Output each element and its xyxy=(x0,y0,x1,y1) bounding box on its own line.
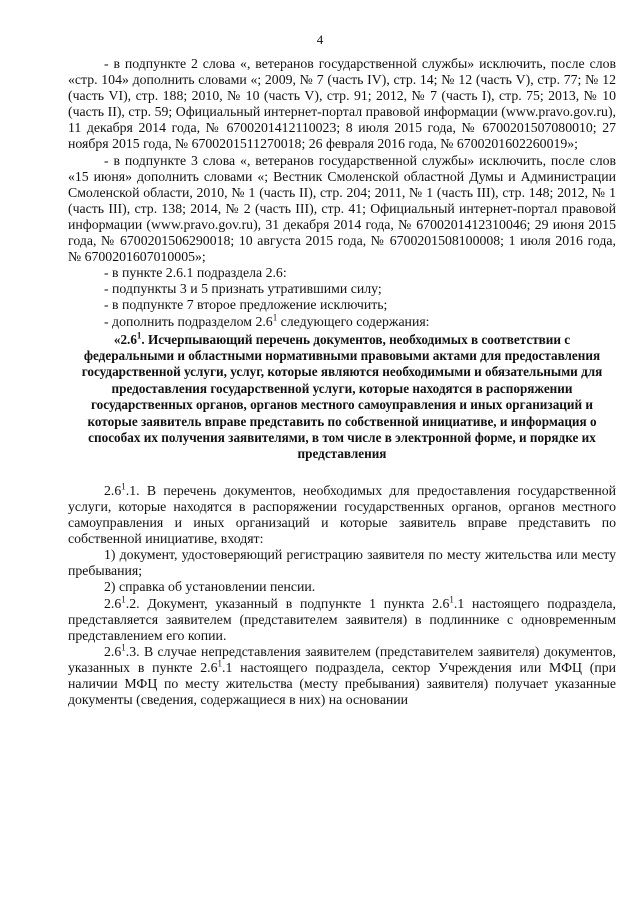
paragraph-subpoint-3: - в подпункте 3 слова «, ветеранов государственной службы» исключить, после слов «15 июня» дополнить словами «; Вестник Смоленской областной Думы и Администрации Смоленской области, 2010, № 1 (часть II), стр. 204; 2011, № 1 (часть III), стр. 148; 2012, № 1 (часть III), стр. 138; 2014, № 2 (часть III), стр. 41; Официальный интернет-портал правовой информации (www.pravo.gov.ru), 31 декабря 2014 года, № 6700201412310046; 29 июня 2015 года, № 6700201506290018; 10 августа 2015 года, № 6700201508100008; 1 июля 2016 года, № 6700201607010005»; xyxy=(68,152,616,265)
heading-text: . Исчерпывающий перечень документов, необходимых в соответствии с федеральными и областными нормативными правовыми актами для предоставления государственной услуги, услуг, которые являются необходимыми и обязательными для предоставления государственной услуги, которые находятся в распоряжении государственных органов, органов местного самоуправления и иных организаций и которые заявитель вправе представить по собственной инициативе, и информация о способах их получения заявителями, в том числе в электронной форме, и порядке их представления xyxy=(81,331,603,462)
clause-2 xyxy=(68,593,616,644)
text-fragment: .1. В перечень документов, необходимых для предоставления государственной услуги, которые находятся в распоряжении государственных органов, органов местного самоуправления и иных организаций и которые заявитель вправе представить по собственной инициативе, входят: xyxy=(68,482,616,547)
list-item-subpoint-7: - в подпункте 7 второе предложение исключить; xyxy=(104,297,388,313)
text-fragment: .3. В случае непредставления заявителем (представителем заявителя) документов, указанных в пункте 2.6 xyxy=(68,643,616,675)
section-heading xyxy=(68,332,616,463)
text-fragment: .1 настоящего подраздела, сектор Учреждения или МФЦ (при наличии МФЦ по месту жительства (месту пребывания) заявителя) получает указанные документы (сведения, содержащиеся в них) на основании xyxy=(68,659,616,708)
superscript: 1 xyxy=(449,593,454,604)
text-fragment: 2.6 xyxy=(104,482,122,498)
clause-1 xyxy=(68,483,616,547)
heading-number: «2.6 xyxy=(113,331,137,347)
superscript: 1 xyxy=(136,330,142,341)
text-fragment: .1 настоящего подраздела, представляется заявителем (представителем заявителя) в подлиннике с одновременным представлением его копии. xyxy=(68,595,616,643)
clause-1-item-2: 2) справка об установлении пенсии. xyxy=(104,579,316,595)
superscript: 1 xyxy=(121,642,126,653)
clause-3 xyxy=(68,644,616,708)
text-fragment: 2.6 xyxy=(104,643,122,659)
text-fragment: .2. Документ, указанный в подпункте 1 пункта 2.6 xyxy=(125,595,450,611)
text-fragment: следующего содержания: xyxy=(277,313,430,329)
superscript: 1 xyxy=(217,658,222,669)
document-body xyxy=(68,56,616,708)
list-item-point-2-6-1: - в пункте 2.6.1 подраздела 2.6: xyxy=(104,265,287,281)
page-number: 4 xyxy=(316,32,324,47)
text-fragment: - дополнить подразделом 2.6 xyxy=(104,313,273,329)
list-item-subpoints-3-5: - подпункты 3 и 5 признать утратившими силу; xyxy=(104,281,382,297)
superscript: 1 xyxy=(121,593,126,604)
superscript: 1 xyxy=(272,311,278,322)
text-fragment: 2.6 xyxy=(104,595,122,611)
clause-1-item-1: 1) документ, удостоверяющий регистрацию заявителя по месту жительства или месту пребывания; xyxy=(68,547,616,579)
list-item-add-subsection xyxy=(68,311,616,330)
superscript: 1 xyxy=(121,481,126,492)
paragraph-subpoint-2: - в подпункте 2 слова «, ветеранов государственной службы» исключить, после слов «стр. 104» дополнить словами «; 2009, № 7 (часть IV), стр. 14; № 12 (часть V), стр. 77; № 12 (часть VI), стр. 188; 2010, № 10 (часть V), стр. 91; 2012, № 7 (часть I), стр. 75; 2013, № 10 (часть II), стр. 59; Официальный интернет-портал правовой информации (www.pravo.gov.ru), 11 декабря 2014 года, № 6700201412110023; 8 июля 2015 года, № 6700201507080010; 27 ноября 2015 года, № 6700201511270018; 26 февраля 2016 года, № 6700201602260019»; xyxy=(68,56,616,152)
